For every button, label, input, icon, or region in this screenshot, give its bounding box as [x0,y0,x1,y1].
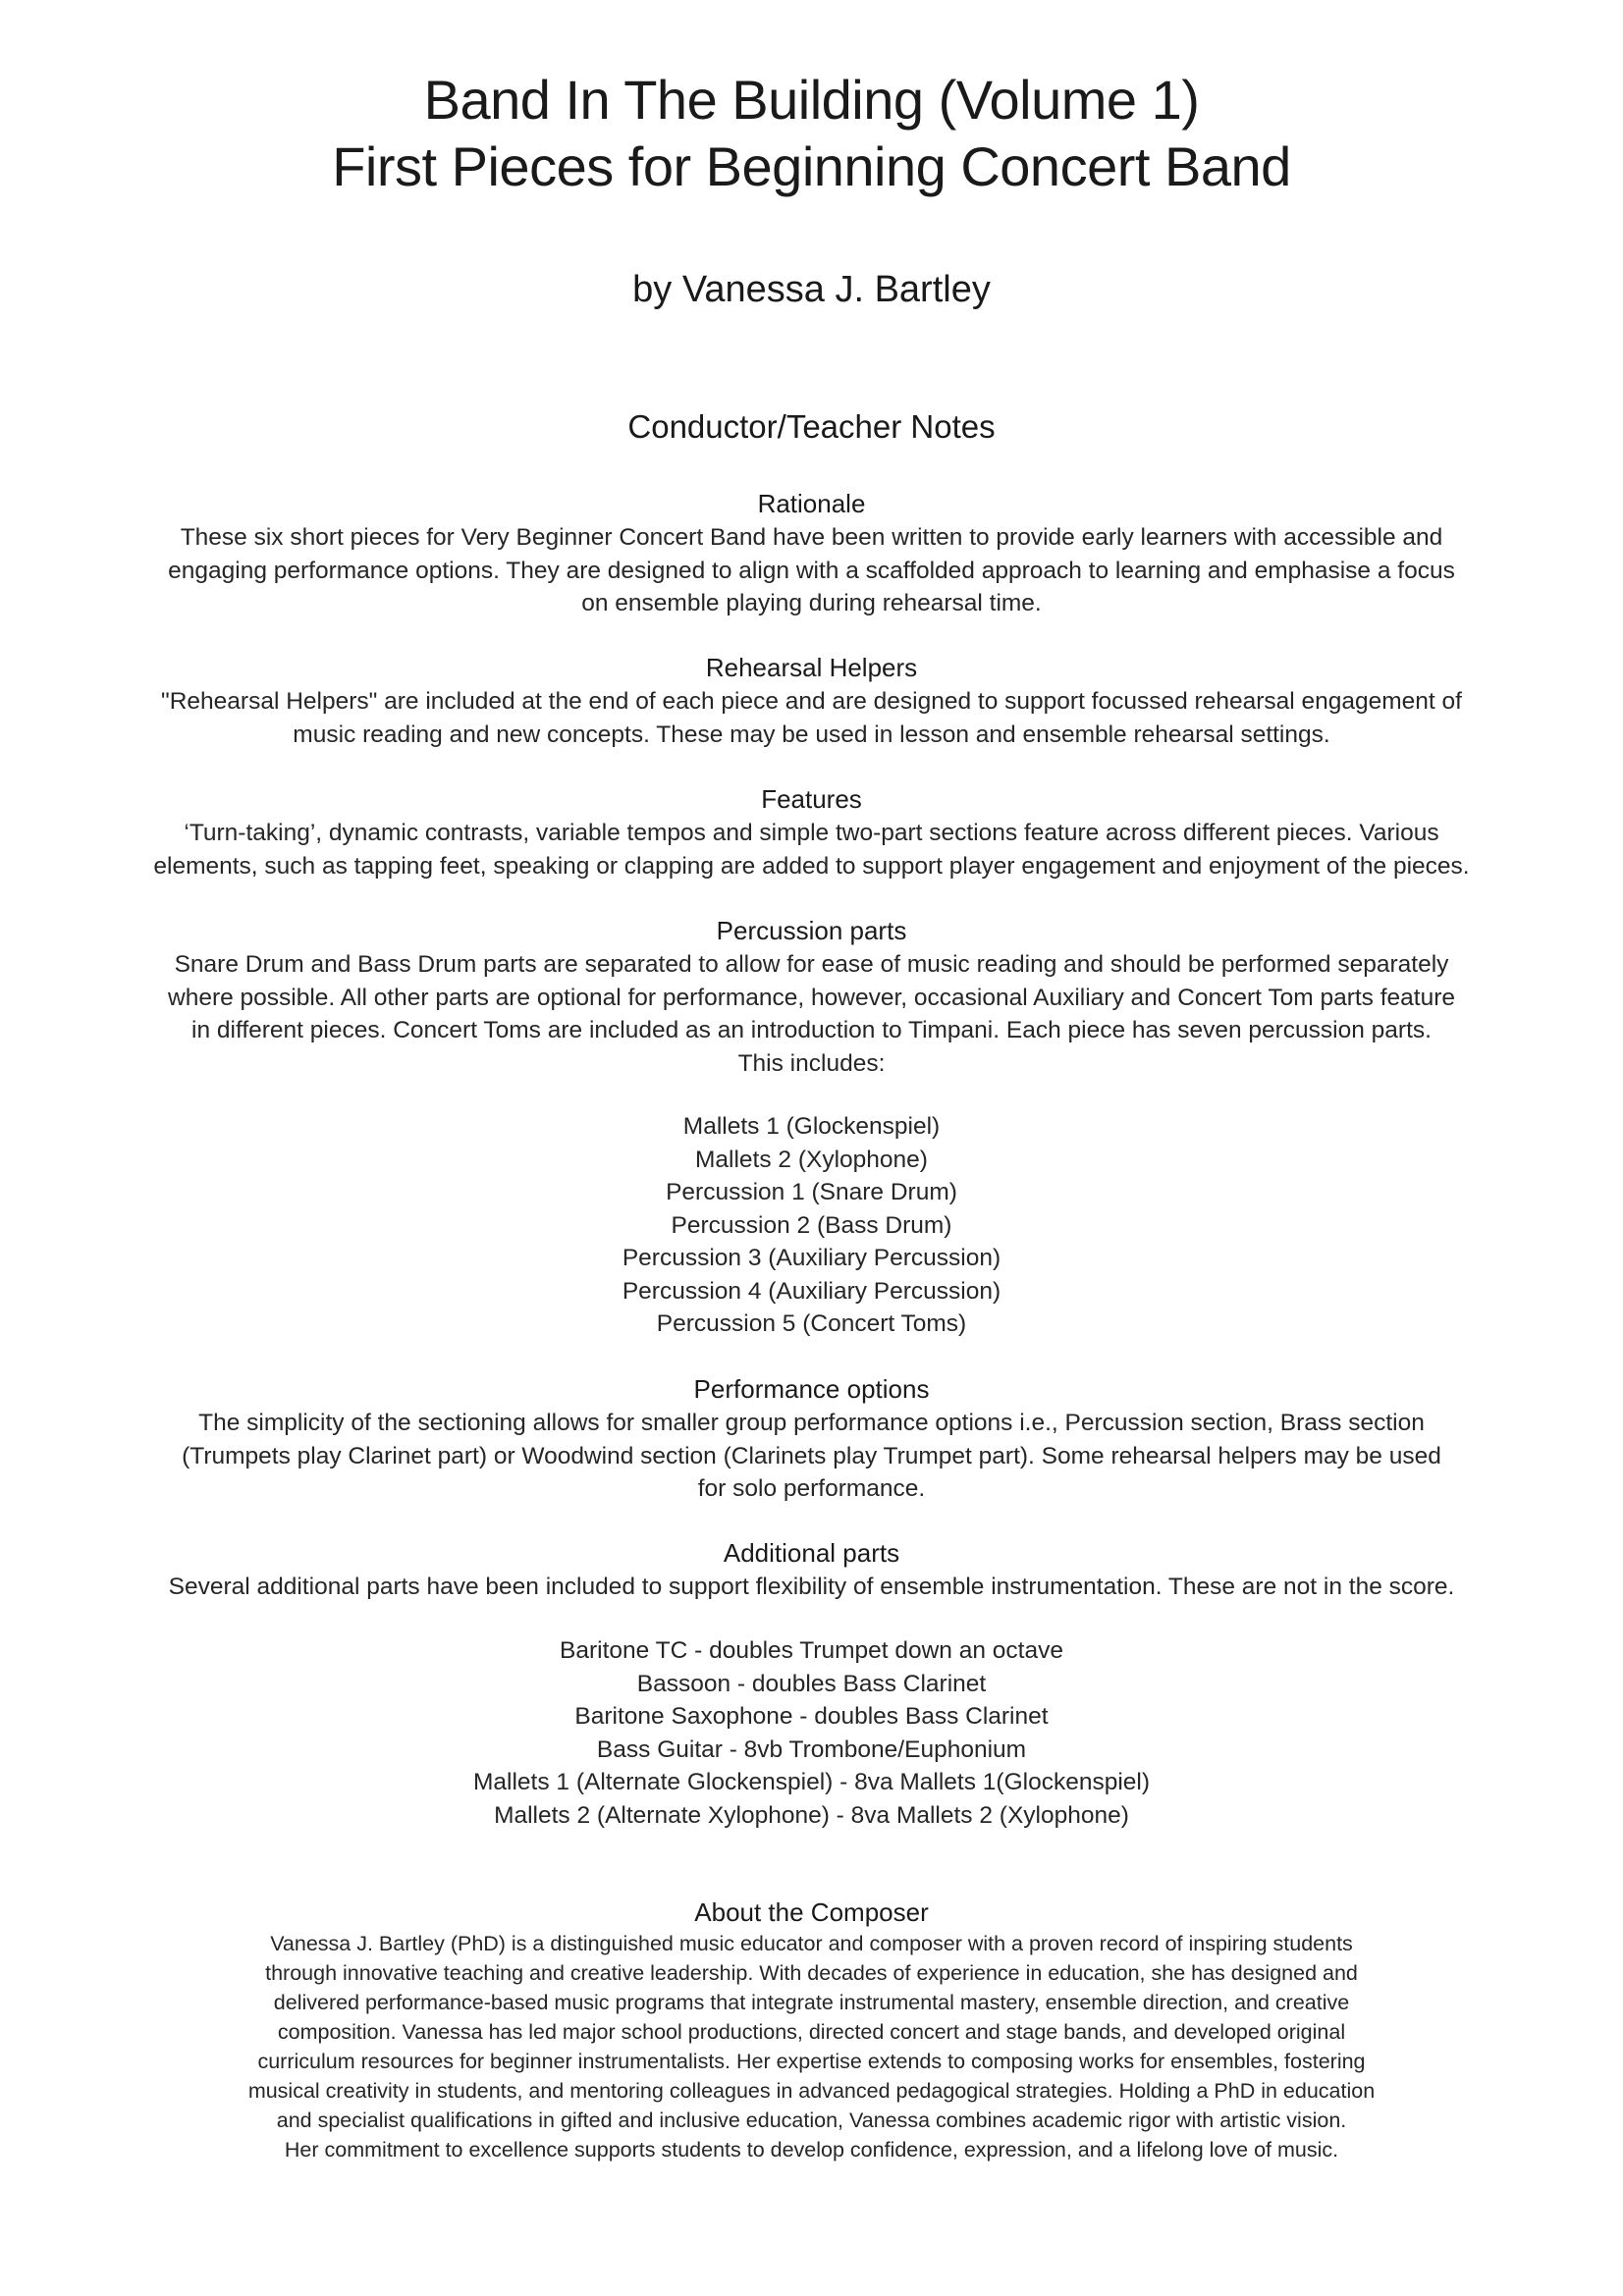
section-body [69,521,1554,620]
section-body [69,1571,1554,1604]
notes-heading: Conductor/Teacher Notes [627,408,996,445]
body-line: delivered performance-based music programs that integrate instrumental mastery, ensemble direction, and creative [273,1991,1350,2014]
body-line: composition. Vanessa has led major school productions, directed concert and stage bands, and developed original [277,2020,1346,2044]
body-line: These six short pieces for Very Beginner Concert Band have been written to provide early learners with accessible and [180,524,1443,551]
body-line: elements, such as tapping feet, speaking or clapping are added to support player engagement and enjoyment of the pieces. [153,852,1470,880]
section-body [69,817,1554,882]
section-performance-options [69,1372,1554,1506]
section-heading: Rationale [757,489,866,518]
body-line: curriculum resources for beginner instrumentalists. Her expertise extends to composing works for ensembles, fostering [257,2050,1366,2073]
title-line-1: Band In The Building (Volume 1) [423,69,1200,131]
list-item: Percussion 5 (Concert Toms) [656,1310,967,1337]
section-heading: Additional parts [723,1538,900,1568]
section-body [198,1929,1426,2164]
list-item: Percussion 1 (Snare Drum) [666,1179,957,1205]
list-item: Percussion 4 (Auxiliary Percussion) [622,1277,1001,1305]
document-title [0,67,1623,200]
list-item: Percussion 3 (Auxiliary Percussion) [622,1245,1001,1271]
section-features [69,782,1554,882]
title-line-2: First Pieces for Beginning Concert Band [332,135,1291,197]
body-line: This includes: [737,1049,886,1077]
body-line: The simplicity of the sectioning allows for smaller group performance options i.e., Percussion section, Brass section [198,1410,1425,1436]
section-heading: Performance options [693,1374,930,1404]
list-item: Bass Guitar - 8vb Trombone/Euphonium [596,1735,1027,1763]
body-line: musical creativity in students, and mentoring colleagues in advanced pedagogical strategies. Holding a PhD in education [247,2079,1376,2103]
body-line: music reading and new concepts. These may be used in lesson and ensemble rehearsal settings. [293,721,1330,748]
section-heading: Rehearsal Helpers [705,653,918,682]
body-line: engaging performance options. They are designed to align with a scaffolded approach to learning and emphasise a focus [168,557,1455,584]
section-rehearsal-helpers [69,651,1554,751]
body-line: Several additional parts have been included to support flexibility of ensemble instrumentation. These are not in the score. [168,1574,1455,1600]
list-item: Mallets 2 (Alternate Xylophone) - 8va Mallets 2 (Xylophone) [494,1801,1129,1829]
section-additional-parts [69,1536,1554,1604]
body-line: and specialist qualifications in gifted and inclusive education, Vanessa combines academic rigor with artistic vision. [276,2109,1347,2132]
section-body [69,685,1554,751]
section-body [69,1407,1554,1506]
body-line: (Trumpets play Clarinet part) or Woodwind section (Clarinets play Trumpet part). Some rehearsal helpers may be used [182,1442,1441,1469]
list-item: Bassoon - doubles Bass Clarinet [636,1670,987,1697]
section-heading: Percussion parts [716,916,907,945]
list-item: Mallets 1 (Glockenspiel) [682,1113,941,1140]
body-line: for solo performance. [697,1475,926,1502]
list-item: Mallets 1 (Alternate Glockenspiel) - 8va Mallets 1(Glockenspiel) [473,1769,1150,1795]
list-item: Percussion 2 (Bass Drum) [671,1211,952,1239]
section-heading: Features [761,784,862,814]
author-byline: by Vanessa J. Bartley [632,269,991,310]
percussion-parts-list [0,1110,1623,1341]
list-item: Baritone TC - doubles Trumpet down an octave [560,1637,1063,1664]
body-line: on ensemble playing during rehearsal time. [581,590,1042,616]
section-about-composer [69,1896,1554,2164]
section-percussion-parts [69,914,1554,1080]
list-item: Baritone Saxophone - doubles Bass Clarinet [574,1703,1049,1730]
body-line: where possible. All other parts are optional for performance, however, occasional Auxiliary and Concert Tom parts feature [168,984,1455,1011]
section-rationale [69,487,1554,620]
section-heading: About the Composer [694,1897,929,1927]
body-line: in different pieces. Concert Toms are included as an introduction to Timpani. Each piece has seven percussion parts. [191,1017,1432,1043]
body-line: Snare Drum and Bass Drum parts are separated to allow for ease of music reading and should be performed separately [174,951,1449,978]
section-body [69,948,1554,1080]
additional-parts-list [0,1634,1623,1832]
body-line: Vanessa J. Bartley (PhD) is a distinguished music educator and composer with a proven record of inspiring students [270,1932,1353,1955]
body-line: "Rehearsal Helpers" are included at the end of each piece and are designed to support focussed rehearsal engagement of [161,688,1462,715]
body-line: ‘Turn-taking’, dynamic contrasts, variable tempos and simple two-part sections feature across different pieces. Various [184,820,1439,846]
body-line: Her commitment to excellence supports students to develop confidence, expression, and a lifelong love of music. [284,2138,1339,2162]
list-item: Mallets 2 (Xylophone) [695,1146,928,1173]
body-line: through innovative teaching and creative leadership. With decades of experience in education, she has designed and [265,1961,1358,1985]
